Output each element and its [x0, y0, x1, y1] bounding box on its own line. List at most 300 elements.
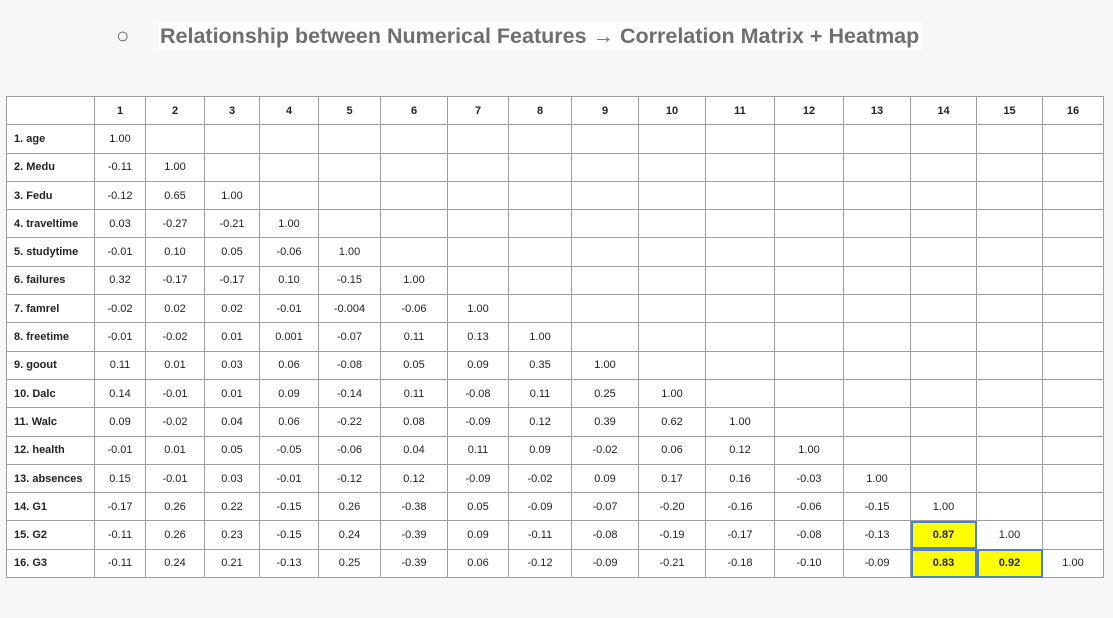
correlation-cell: -0.13: [260, 549, 319, 577]
empty-cell: [844, 436, 911, 464]
correlation-cell: -0.20: [639, 493, 706, 521]
correlation-cell: 0.12: [706, 436, 775, 464]
correlation-cell: -0.11: [95, 521, 146, 549]
correlation-cell: 0.16: [706, 464, 775, 492]
correlation-cell: 0.05: [381, 351, 448, 379]
correlation-cell: 0.39: [572, 408, 639, 436]
correlation-cell: 0.11: [381, 323, 448, 351]
row-label: 1. age: [7, 125, 95, 153]
empty-cell: [844, 351, 911, 379]
empty-cell: [844, 266, 911, 294]
correlation-cell: 0.03: [205, 464, 260, 492]
table-row: [7, 493, 1104, 521]
correlation-cell: -0.16: [706, 493, 775, 521]
correlation-cell: 0.06: [260, 351, 319, 379]
empty-cell: [509, 210, 572, 238]
empty-cell: [706, 238, 775, 266]
row-label: 15. G2: [7, 521, 95, 549]
empty-cell: [775, 266, 844, 294]
row-label: 13. absences: [7, 464, 95, 492]
empty-cell: [260, 153, 319, 181]
correlation-cell: 0.26: [146, 493, 205, 521]
empty-cell: [319, 181, 381, 209]
correlation-cell: 1.00: [509, 323, 572, 351]
column-header: 9: [572, 97, 639, 125]
empty-cell: [509, 238, 572, 266]
column-header: 3: [205, 97, 260, 125]
corner-cell: [7, 97, 95, 125]
empty-cell: [775, 323, 844, 351]
highlighted-correlation-cell: 0.87: [911, 521, 977, 549]
empty-cell: [706, 153, 775, 181]
empty-cell: [1043, 408, 1104, 436]
section-title: Relationship between Numerical Features → Correlation Matrix + Heatmap: [160, 24, 920, 48]
empty-cell: [1043, 210, 1104, 238]
correlation-cell: 1.00: [977, 521, 1043, 549]
empty-cell: [146, 125, 205, 153]
column-header: 2: [146, 97, 205, 125]
empty-cell: [639, 181, 706, 209]
empty-cell: [1043, 464, 1104, 492]
empty-cell: [844, 181, 911, 209]
correlation-cell: 1.00: [146, 153, 205, 181]
correlation-cell: 0.15: [95, 464, 146, 492]
table-row: [7, 210, 1104, 238]
correlation-cell: -0.09: [509, 493, 572, 521]
correlation-cell: 0.21: [205, 549, 260, 577]
empty-cell: [911, 323, 977, 351]
column-header: 15: [977, 97, 1043, 125]
empty-cell: [844, 153, 911, 181]
correlation-cell: 0.09: [509, 436, 572, 464]
empty-cell: [844, 379, 911, 407]
correlation-cell: 1.00: [844, 464, 911, 492]
empty-cell: [911, 436, 977, 464]
correlation-cell: 1.00: [572, 351, 639, 379]
table-row: [7, 379, 1104, 407]
empty-cell: [977, 436, 1043, 464]
empty-cell: [775, 181, 844, 209]
column-header: 7: [448, 97, 509, 125]
correlation-cell: -0.39: [381, 521, 448, 549]
correlation-cell: 0.01: [146, 351, 205, 379]
column-header: 8: [509, 97, 572, 125]
empty-cell: [572, 295, 639, 323]
correlation-cell: -0.15: [844, 493, 911, 521]
correlation-cell: 1.00: [448, 295, 509, 323]
correlation-cell: -0.11: [509, 521, 572, 549]
correlation-cell: -0.03: [775, 464, 844, 492]
empty-cell: [1043, 153, 1104, 181]
empty-cell: [381, 181, 448, 209]
correlation-cell: 0.10: [146, 238, 205, 266]
empty-cell: [977, 266, 1043, 294]
empty-cell: [911, 351, 977, 379]
correlation-cell: -0.10: [775, 549, 844, 577]
column-header: 13: [844, 97, 911, 125]
correlation-cell: 1.00: [775, 436, 844, 464]
row-label: 10. Dalc: [7, 379, 95, 407]
empty-cell: [260, 125, 319, 153]
correlation-cell: 1.00: [911, 493, 977, 521]
row-label: 11. Walc: [7, 408, 95, 436]
empty-cell: [572, 323, 639, 351]
correlation-cell: 0.04: [205, 408, 260, 436]
correlation-cell: 0.24: [319, 521, 381, 549]
empty-cell: [706, 295, 775, 323]
correlation-cell: -0.09: [844, 549, 911, 577]
correlation-cell: 0.08: [381, 408, 448, 436]
empty-cell: [977, 408, 1043, 436]
empty-cell: [572, 210, 639, 238]
empty-cell: [775, 351, 844, 379]
empty-cell: [911, 295, 977, 323]
empty-cell: [381, 125, 448, 153]
column-header: 12: [775, 97, 844, 125]
header-row: [7, 97, 1104, 125]
empty-cell: [639, 210, 706, 238]
correlation-cell: 0.05: [205, 238, 260, 266]
correlation-cell: 0.03: [95, 210, 146, 238]
empty-cell: [381, 210, 448, 238]
empty-cell: [319, 125, 381, 153]
empty-cell: [844, 238, 911, 266]
empty-cell: [1043, 436, 1104, 464]
empty-cell: [448, 266, 509, 294]
empty-cell: [1043, 238, 1104, 266]
correlation-cell: -0.05: [260, 436, 319, 464]
empty-cell: [844, 408, 911, 436]
correlation-cell: -0.27: [146, 210, 205, 238]
row-label: 12. health: [7, 436, 95, 464]
empty-cell: [977, 125, 1043, 153]
empty-cell: [572, 266, 639, 294]
table-row: [7, 521, 1104, 549]
empty-cell: [977, 379, 1043, 407]
column-header: 5: [319, 97, 381, 125]
empty-cell: [205, 125, 260, 153]
correlation-cell: -0.02: [146, 408, 205, 436]
correlation-cell: -0.09: [572, 549, 639, 577]
correlation-cell: 0.26: [319, 493, 381, 521]
empty-cell: [911, 210, 977, 238]
correlation-matrix-table: [6, 96, 1104, 578]
correlation-cell: -0.14: [319, 379, 381, 407]
empty-cell: [448, 153, 509, 181]
empty-cell: [639, 295, 706, 323]
correlation-cell: -0.15: [260, 493, 319, 521]
correlation-cell: 0.13: [448, 323, 509, 351]
correlation-cell: 1.00: [639, 379, 706, 407]
correlation-cell: 0.06: [639, 436, 706, 464]
empty-cell: [977, 493, 1043, 521]
empty-cell: [977, 181, 1043, 209]
correlation-cell: 1.00: [381, 266, 448, 294]
empty-cell: [448, 181, 509, 209]
row-label: 4. traveltime: [7, 210, 95, 238]
correlation-cell: 0.25: [572, 379, 639, 407]
correlation-cell: 0.01: [205, 323, 260, 351]
empty-cell: [509, 295, 572, 323]
empty-cell: [1043, 181, 1104, 209]
empty-cell: [572, 238, 639, 266]
empty-cell: [1043, 379, 1104, 407]
correlation-cell: -0.01: [146, 464, 205, 492]
correlation-cell: -0.17: [95, 493, 146, 521]
correlation-cell: -0.15: [260, 521, 319, 549]
correlation-cell: -0.07: [319, 323, 381, 351]
column-header: 10: [639, 97, 706, 125]
correlation-cell: 0.03: [205, 351, 260, 379]
correlation-cell: -0.21: [639, 549, 706, 577]
correlation-cell: -0.21: [205, 210, 260, 238]
correlation-cell: 1.00: [706, 408, 775, 436]
empty-cell: [639, 351, 706, 379]
correlation-cell: -0.004: [319, 295, 381, 323]
correlation-cell: 0.12: [381, 464, 448, 492]
correlation-cell: -0.17: [146, 266, 205, 294]
correlation-cell: -0.08: [775, 521, 844, 549]
correlation-cell: -0.01: [260, 295, 319, 323]
correlation-cell: 0.10: [260, 266, 319, 294]
correlation-cell: -0.08: [448, 379, 509, 407]
empty-cell: [509, 125, 572, 153]
table-row: [7, 549, 1104, 577]
empty-cell: [911, 181, 977, 209]
correlation-cell: -0.01: [95, 436, 146, 464]
column-header: 16: [1043, 97, 1104, 125]
row-label: 3. Fedu: [7, 181, 95, 209]
correlation-cell: -0.02: [95, 295, 146, 323]
correlation-cell: 0.23: [205, 521, 260, 549]
empty-cell: [977, 295, 1043, 323]
correlation-cell: -0.09: [448, 408, 509, 436]
correlation-cell: 0.001: [260, 323, 319, 351]
correlation-cell: 0.12: [509, 408, 572, 436]
empty-cell: [775, 153, 844, 181]
empty-cell: [775, 408, 844, 436]
correlation-cell: 1.00: [95, 125, 146, 153]
correlation-cell: -0.22: [319, 408, 381, 436]
correlation-cell: -0.17: [706, 521, 775, 549]
correlation-cell: -0.01: [260, 464, 319, 492]
correlation-cell: 0.22: [205, 493, 260, 521]
section-heading: [116, 22, 921, 50]
correlation-cell: -0.17: [205, 266, 260, 294]
table-row: [7, 125, 1104, 153]
correlation-cell: 0.01: [205, 379, 260, 407]
column-header: 14: [911, 97, 977, 125]
table-row: [7, 181, 1104, 209]
empty-cell: [775, 210, 844, 238]
empty-cell: [448, 210, 509, 238]
table-row: [7, 351, 1104, 379]
correlation-cell: 0.09: [448, 351, 509, 379]
empty-cell: [572, 125, 639, 153]
empty-cell: [572, 153, 639, 181]
empty-cell: [706, 323, 775, 351]
correlation-cell: 0.35: [509, 351, 572, 379]
empty-cell: [319, 210, 381, 238]
highlighted-correlation-cell: 0.92: [977, 549, 1043, 577]
correlation-cell: 0.62: [639, 408, 706, 436]
empty-cell: [1043, 266, 1104, 294]
empty-cell: [977, 323, 1043, 351]
row-label: 6. failures: [7, 266, 95, 294]
empty-cell: [775, 125, 844, 153]
empty-cell: [911, 408, 977, 436]
empty-cell: [1043, 493, 1104, 521]
correlation-cell: 0.26: [146, 521, 205, 549]
empty-cell: [572, 181, 639, 209]
empty-cell: [775, 379, 844, 407]
empty-cell: [448, 125, 509, 153]
correlation-cell: 0.02: [146, 295, 205, 323]
empty-cell: [844, 210, 911, 238]
empty-cell: [639, 323, 706, 351]
row-label: 8. freetime: [7, 323, 95, 351]
table-row: [7, 323, 1104, 351]
empty-cell: [706, 181, 775, 209]
empty-cell: [706, 210, 775, 238]
correlation-cell: -0.01: [95, 238, 146, 266]
correlation-cell: 0.17: [639, 464, 706, 492]
correlation-cell: -0.08: [319, 351, 381, 379]
correlation-cell: 0.65: [146, 181, 205, 209]
correlation-cell: 0.09: [572, 464, 639, 492]
empty-cell: [319, 153, 381, 181]
correlation-cell: 1.00: [1043, 549, 1104, 577]
correlation-cell: 0.09: [260, 379, 319, 407]
correlation-cell: 0.04: [381, 436, 448, 464]
empty-cell: [448, 238, 509, 266]
correlation-cell: -0.06: [381, 295, 448, 323]
empty-cell: [706, 125, 775, 153]
correlation-cell: -0.12: [319, 464, 381, 492]
empty-cell: [381, 238, 448, 266]
table-row: [7, 295, 1104, 323]
row-label: 2. Medu: [7, 153, 95, 181]
correlation-cell: -0.02: [509, 464, 572, 492]
correlation-cell: 0.01: [146, 436, 205, 464]
correlation-cell: -0.11: [95, 153, 146, 181]
row-label: 9. goout: [7, 351, 95, 379]
row-label: 5. studytime: [7, 238, 95, 266]
correlation-cell: -0.13: [844, 521, 911, 549]
correlation-cell: 0.09: [95, 408, 146, 436]
bullet-icon: ○: [116, 23, 130, 48]
correlation-cell: -0.15: [319, 266, 381, 294]
table-row: [7, 436, 1104, 464]
empty-cell: [911, 464, 977, 492]
correlation-cell: -0.07: [572, 493, 639, 521]
correlation-cell: 0.32: [95, 266, 146, 294]
empty-cell: [775, 295, 844, 323]
correlation-cell: 0.05: [448, 493, 509, 521]
correlation-cell: 0.11: [509, 379, 572, 407]
empty-cell: [381, 153, 448, 181]
empty-cell: [509, 266, 572, 294]
empty-cell: [844, 125, 911, 153]
empty-cell: [977, 210, 1043, 238]
empty-cell: [1043, 125, 1104, 153]
correlation-cell: 0.11: [381, 379, 448, 407]
column-header: 6: [381, 97, 448, 125]
correlation-cell: 0.09: [448, 521, 509, 549]
correlation-cell: -0.01: [95, 323, 146, 351]
correlation-cell: -0.06: [260, 238, 319, 266]
empty-cell: [509, 181, 572, 209]
correlation-cell: 0.14: [95, 379, 146, 407]
empty-cell: [260, 181, 319, 209]
correlation-cell: -0.12: [95, 181, 146, 209]
correlation-cell: 1.00: [319, 238, 381, 266]
correlation-cell: -0.12: [509, 549, 572, 577]
table-row: [7, 153, 1104, 181]
correlation-cell: -0.19: [639, 521, 706, 549]
correlation-cell: -0.06: [319, 436, 381, 464]
table-row: [7, 408, 1104, 436]
correlation-cell: 1.00: [205, 181, 260, 209]
empty-cell: [1043, 295, 1104, 323]
empty-cell: [844, 323, 911, 351]
empty-cell: [639, 266, 706, 294]
table-row: [7, 464, 1104, 492]
row-label: 14. G1: [7, 493, 95, 521]
correlation-cell: -0.18: [706, 549, 775, 577]
correlation-cell: 1.00: [260, 210, 319, 238]
empty-cell: [977, 464, 1043, 492]
empty-cell: [706, 379, 775, 407]
empty-cell: [911, 379, 977, 407]
table-row: [7, 238, 1104, 266]
correlation-cell: 0.25: [319, 549, 381, 577]
correlation-cell: -0.08: [572, 521, 639, 549]
column-header: 1: [95, 97, 146, 125]
column-header: 11: [706, 97, 775, 125]
correlation-cell: -0.39: [381, 549, 448, 577]
correlation-cell: -0.38: [381, 493, 448, 521]
correlation-cell: -0.02: [572, 436, 639, 464]
correlation-cell: 0.05: [205, 436, 260, 464]
empty-cell: [1043, 351, 1104, 379]
row-label: 7. famrel: [7, 295, 95, 323]
empty-cell: [706, 266, 775, 294]
empty-cell: [977, 153, 1043, 181]
correlation-cell: 0.11: [448, 436, 509, 464]
correlation-cell: -0.06: [775, 493, 844, 521]
empty-cell: [639, 238, 706, 266]
empty-cell: [844, 295, 911, 323]
correlation-cell: -0.09: [448, 464, 509, 492]
empty-cell: [911, 153, 977, 181]
correlation-cell: -0.01: [146, 379, 205, 407]
table-row: [7, 266, 1104, 294]
correlation-cell: 0.11: [95, 351, 146, 379]
empty-cell: [911, 238, 977, 266]
highlighted-correlation-cell: 0.83: [911, 549, 977, 577]
correlation-cell: 0.02: [205, 295, 260, 323]
empty-cell: [509, 153, 572, 181]
column-header: 4: [260, 97, 319, 125]
empty-cell: [639, 125, 706, 153]
empty-cell: [639, 153, 706, 181]
empty-cell: [775, 238, 844, 266]
correlation-cell: 0.06: [260, 408, 319, 436]
empty-cell: [706, 351, 775, 379]
empty-cell: [911, 125, 977, 153]
empty-cell: [205, 153, 260, 181]
